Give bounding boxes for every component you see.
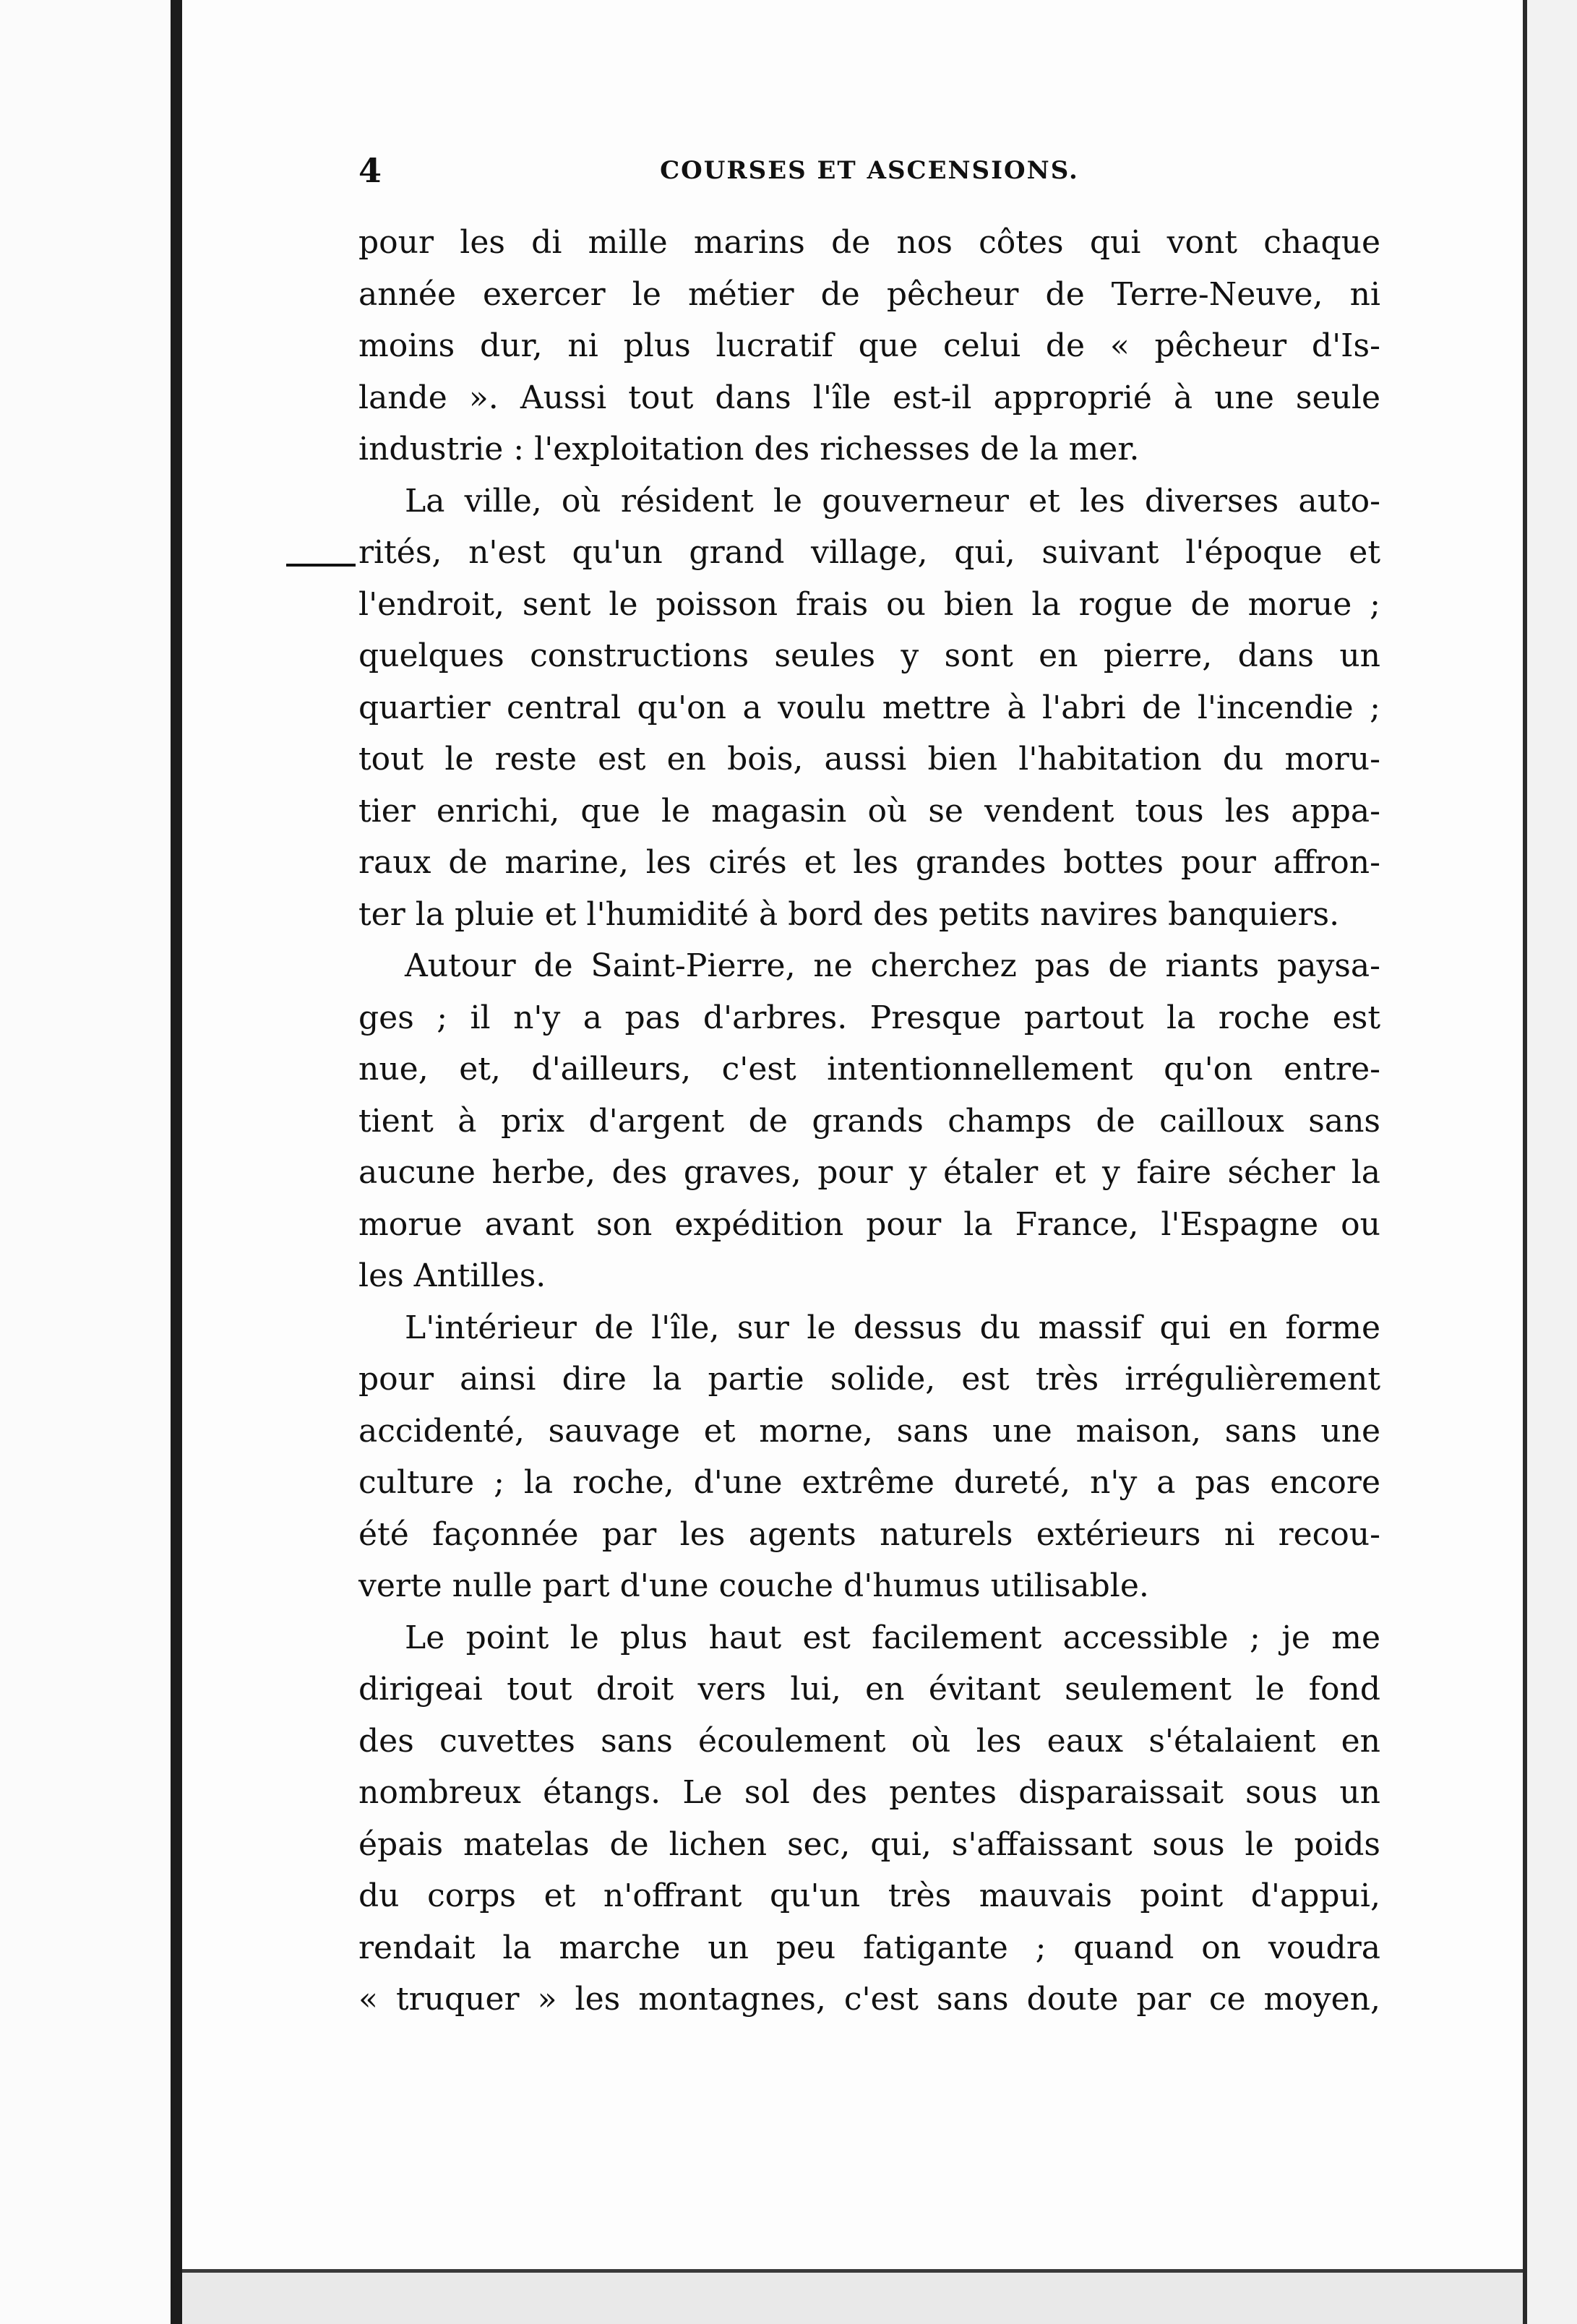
text-line: les Antilles. <box>358 1257 546 1294</box>
text-line: nombreux étangs. Le sol des pentes disparaissait sous un <box>358 1774 1380 1811</box>
text-line: ges ; il n'y a pas d'arbres. Presque partout la roche est <box>358 999 1380 1036</box>
text-line: du corps et n'offrant qu'un très mauvais point d'appui, <box>358 1877 1380 1914</box>
running-header <box>358 149 1380 192</box>
text-line: L'intérieur de l'île, sur le dessus du massif qui en forme <box>405 1309 1380 1346</box>
text-line: dirigeai tout droit vers lui, en évitant seulement le fond <box>358 1671 1380 1708</box>
text-line: été façonnée par les agents naturels extérieurs ni recou- <box>358 1515 1380 1553</box>
text-line: aucune herbe, des graves, pour y étaler et y faire sécher la <box>358 1154 1380 1191</box>
text-line: moins dur, ni plus lucratif que celui de « pêcheur d'Is- <box>358 327 1380 364</box>
text-line: quartier central qu'on a voulu mettre à l'abri de l'incendie ; <box>358 689 1380 726</box>
margin-mark <box>286 564 356 567</box>
text-line: La ville, où résident le gouverneur et les diverses auto- <box>405 482 1380 520</box>
text-line: accidenté, sauvage et morne, sans une maison, sans une <box>358 1412 1380 1450</box>
text-line: des cuvettes sans écoulement où les eaux s'étalaient en <box>358 1722 1380 1760</box>
text-line: morue avant son expédition pour la France, l'Espagne ou <box>358 1205 1380 1243</box>
text-line: lande ». Aussi tout dans l'île est-il approprié à une seule <box>358 379 1380 416</box>
text-line: nue, et, d'ailleurs, c'est intentionnellement qu'on entre- <box>358 1051 1380 1088</box>
text-line: tient à prix d'argent de grands champs de cailloux sans <box>358 1102 1380 1140</box>
body-text <box>358 217 1380 2026</box>
running-title: COURSES ET ASCENSIONS. <box>660 156 1079 185</box>
text-line: quelques constructions seules y sont en pierre, dans un <box>358 637 1380 674</box>
text-line: pour ainsi dire la partie solide, est très irrégulièrement <box>358 1361 1380 1398</box>
text-line: rendait la marche un peu fatigante ; quand on voudra <box>358 1929 1380 1966</box>
text-line: année exercer le métier de pêcheur de Terre-Neuve, ni <box>358 275 1380 313</box>
text-line: Autour de Saint-Pierre, ne cherchez pas de riants paysa- <box>405 947 1380 984</box>
text-line: l'endroit, sent le poisson frais ou bien la rogue de morue ; <box>358 585 1380 623</box>
scan-left-margin <box>0 0 171 2324</box>
page-number: 4 <box>358 151 382 190</box>
text-line: raux de marine, les cirés et les grandes bottes pour affron- <box>358 844 1380 881</box>
text-line: culture ; la roche, d'une extrême dureté, n'y a pas encore <box>358 1464 1380 1501</box>
page-edge-right <box>1523 0 1577 2324</box>
text-line: tier enrichi, que le magasin où se vendent tous les appa- <box>358 792 1380 830</box>
text-line: « truquer » les montagnes, c'est sans doute par ce moyen, <box>358 1981 1380 2018</box>
text-line: ter la pluie et l'humidité à bord des petits navires banquiers. <box>358 895 1340 933</box>
text-line: rités, n'est qu'un grand village, qui, suivant l'époque et <box>358 534 1380 571</box>
book-binding-shadow <box>171 0 182 2324</box>
text-line: pour les di mille marins de nos côtes qui vont chaque <box>358 224 1380 261</box>
text-line: Le point le plus haut est facilement accessible ; je me <box>405 1619 1380 1656</box>
text-line: épais matelas de lichen sec, qui, s'affaissant sous le poids <box>358 1825 1380 1863</box>
page-edge-bottom <box>182 2269 1523 2324</box>
text-line: verte nulle part d'une couche d'humus utilisable. <box>358 1567 1149 1604</box>
text-line: industrie : l'exploitation des richesses de la mer. <box>358 431 1140 468</box>
text-line: tout le reste est en bois, aussi bien l'habitation du moru- <box>358 741 1380 778</box>
